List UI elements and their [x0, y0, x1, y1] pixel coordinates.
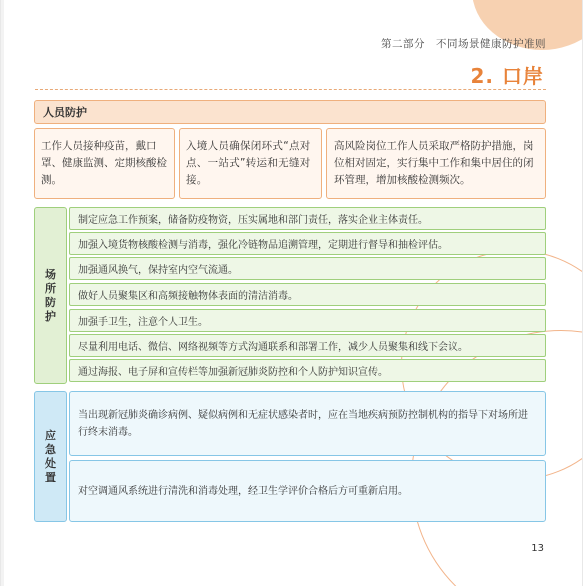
page-edge: [1, 0, 4, 586]
emergency-item: [69, 391, 546, 456]
emergency-response-label: [34, 391, 67, 522]
emergency-item-text: 当出现新冠肺炎确诊病例、疑似病例和无症状感染者时，应在当地疾病预防控制机构的指导下对场所进行终末消毒。: [78, 409, 528, 438]
personal-item: [326, 128, 546, 199]
venue-item: 加强入境货物核酸检测与消毒，强化冷链物品追溯管理，定期进行督导和抽检评估。: [69, 232, 546, 255]
venue-item: 做好人员聚集区和高频接触物体表面的清洁消毒。: [69, 283, 546, 306]
emergency-item: [69, 460, 546, 522]
venue-item: 制定应急工作预案，储备防疫物资，压实属地和部门责任，落实企业主体责任。: [69, 207, 546, 230]
section-label: 第二部分 不同场景健康防护准则: [381, 38, 546, 50]
personal-protection-header: [34, 100, 546, 124]
personal-item-text: 高风险岗位工作人员采取严格防护措施，岗位相对固定，实行集中工作和集中居住的闭环管理，增加核酸检测频次。: [334, 140, 534, 186]
venue-item: 加强手卫生，注意个人卫生。: [69, 309, 546, 332]
personal-item-text: 入境人员确保闭环式“点对点、一站式”转运和无缝对接。: [186, 140, 311, 186]
venue-item: 加强通风换气，保持室内空气流通。: [69, 257, 546, 280]
page-number: 13: [531, 543, 544, 554]
emergency-item-text: 对空调通风系统进行清洗和消毒处理，经卫生学评价合格后方可重新启用。: [78, 485, 408, 497]
personal-item: [34, 128, 175, 199]
personal-item-text: 工作人员接种疫苗，戴口罩、健康监测、定期核酸检测。: [41, 140, 167, 186]
venue-item: 通过海报、电子屏和宣传栏等加强新冠肺炎防控和个人防护知识宣传。: [69, 359, 546, 382]
emergency-response-title: 应急处置: [45, 428, 56, 484]
page-title: 2. 口岸: [470, 64, 544, 88]
venue-protection-label: [34, 207, 67, 384]
venue-item: 尽量利用电话、微信、网络视频等方式沟通联系和部署工作，减少人员聚集和线下会议。: [69, 334, 546, 357]
personal-item: [179, 128, 322, 199]
venue-protection-title: 场所防护: [45, 267, 56, 323]
personal-protection-title: 人员防护: [43, 106, 87, 119]
title-divider: [35, 89, 546, 90]
